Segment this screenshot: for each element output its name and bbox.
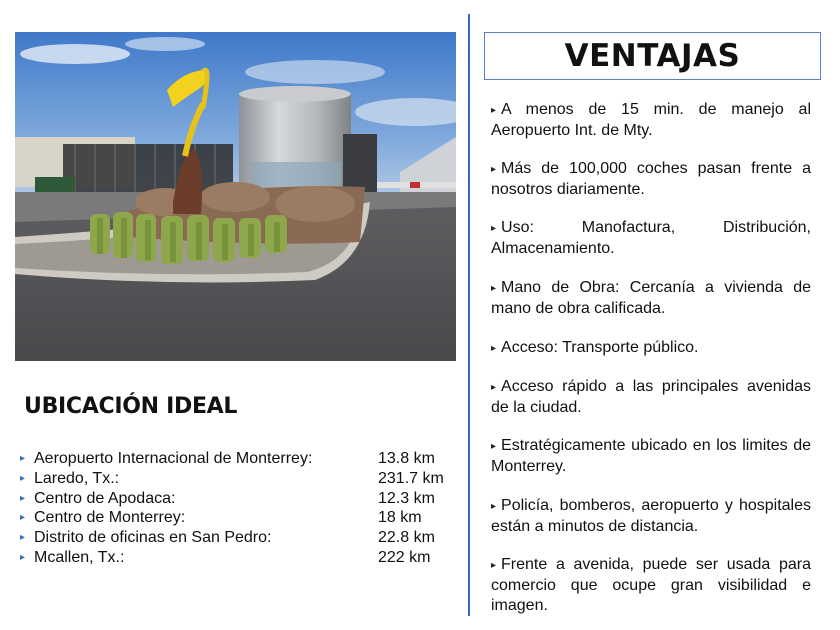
location-name: Centro de Apodaca: [34,489,176,507]
location-title: UBICACIÓN IDEAL [24,394,238,419]
triangle-bullet-icon: ▸ [20,453,26,464]
location-distance: 18 km [378,509,422,527]
advantages-title: VENTAJAS [564,38,741,74]
industrial-park-entrance-photo [15,32,456,361]
location-distance: 22.8 km [378,529,435,547]
triangle-bullet-icon: ▸ [20,532,26,544]
advantage-text: Acceso: Transporte público. [501,339,699,356]
advantage-item [491,496,811,537]
advantage-item [491,555,811,616]
location-item [20,469,460,489]
location-distance: 231.7 km [378,469,444,487]
location-list [20,449,460,568]
advantage-text: Uso: Manofactura, Distribución, Almacenamiento. [491,219,811,257]
advantage-text: Acceso rápido a las principales avenidas de la ciudad. [491,378,811,416]
advantage-text: Más de 100,000 coches pasan frente a nosotros diariamente. [491,160,811,198]
advantage-item [491,218,811,259]
location-name: Distrito de oficinas en San Pedro: [34,529,272,547]
advantage-text: Mano de Obra: Cercanía a vivienda de mano de obra calificada. [491,279,811,317]
triangle-bullet-icon: ▸ [20,512,26,524]
advantage-text: Estratégicamente ubicado en los limites de Monterrey. [491,437,811,475]
location-item [20,528,460,548]
advantage-text: Policía, bomberos, aeropuerto y hospitales están a minutos de distancia. [491,497,811,535]
location-name: Laredo, Tx.: [34,469,120,487]
triangle-bullet-icon: ▸ [491,223,497,234]
advantage-item [491,278,811,319]
advantage-item [491,436,811,477]
advantage-item [491,159,811,200]
triangle-bullet-icon: ▸ [491,343,497,354]
triangle-bullet-icon: ▸ [491,560,497,571]
advantage-item [491,338,811,359]
triangle-bullet-icon: ▸ [20,472,26,484]
advantage-item [491,377,811,418]
location-item [20,548,460,568]
location-item [20,449,460,469]
triangle-bullet-icon: ▸ [491,164,497,175]
advantages-title-box [484,32,821,80]
triangle-bullet-icon: ▸ [491,283,497,294]
location-name: Mcallen, Tx.: [34,548,125,566]
advantage-text: Frente a avenida, puede ser usada para comercio que ocupe gran visibilidad e imagen. [491,556,811,614]
location-distance: 12.3 km [378,489,435,507]
location-name: Centro de Monterrey: [34,509,186,527]
advantage-text: A menos de 15 min. de manejo al Aeropuerto Int. de Mty. [491,101,811,139]
location-name: Aeropuerto Internacional de Monterrey: [34,450,313,467]
triangle-bullet-icon: ▸ [491,382,497,393]
triangle-bullet-icon: ▸ [491,501,497,512]
column-divider [468,14,470,616]
location-distance: 222 km [378,548,431,566]
location-distance: 13.8 km [378,450,435,467]
triangle-bullet-icon: ▸ [20,492,26,504]
photo-illustration [15,32,456,361]
triangle-bullet-icon: ▸ [491,441,497,452]
location-item [20,508,460,528]
triangle-bullet-icon: ▸ [491,105,497,116]
location-item [20,489,460,509]
triangle-bullet-icon: ▸ [20,551,26,563]
advantage-item [491,100,811,141]
